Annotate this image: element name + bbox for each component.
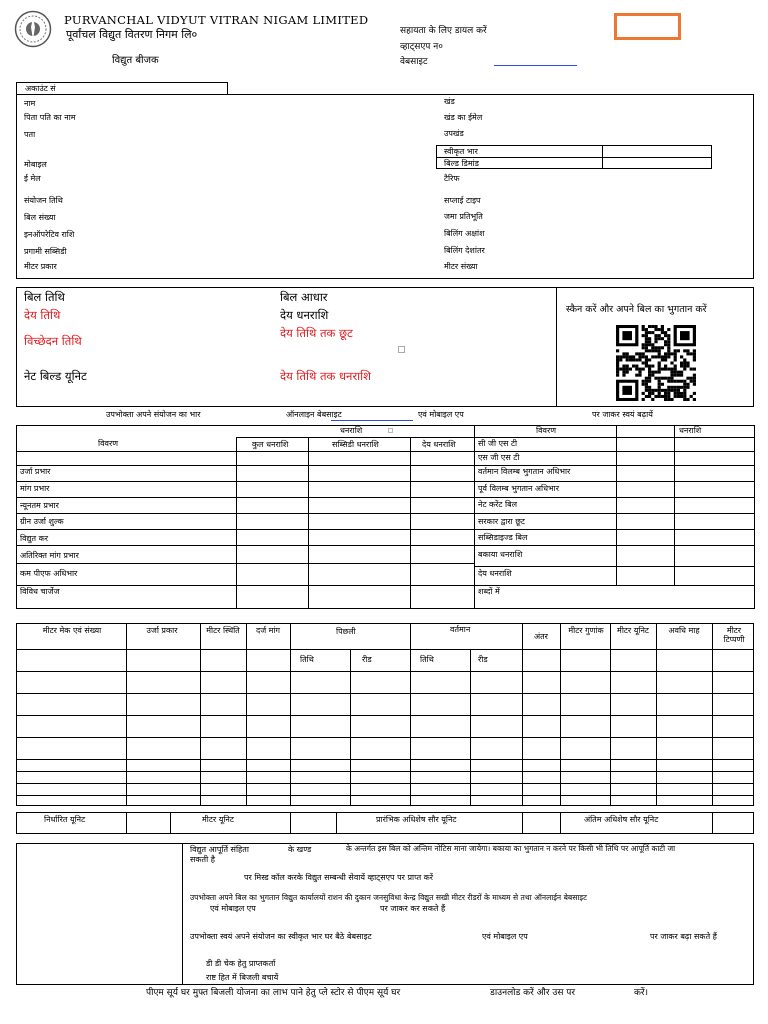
label-billed-demand: बिल्ड डिमांड xyxy=(444,159,479,168)
right-payable-amount: देय धनराशि xyxy=(478,569,512,578)
label-disconnection-date: विच्छेदन तिथि xyxy=(24,334,82,348)
load-line-app: एवं मोबाइल एप xyxy=(418,410,464,419)
load-line-part1: उपभोक्ता अपने संयोजन का भार xyxy=(106,410,201,419)
label-bill-basis: बिल आधार xyxy=(280,290,328,304)
label-inoperative-amount: इनऑपरेटिव राशि xyxy=(24,230,75,239)
label-tariff: टैरिफ xyxy=(444,174,460,183)
notice-load-app: एवं मोबाइल एप xyxy=(482,932,528,941)
right-net-current-bill: नेट करेंट बिल xyxy=(478,500,518,509)
charge-demand: मांग प्रभार xyxy=(20,484,50,493)
units-meter: मीटर यूनिट xyxy=(202,815,234,824)
label-father-husband: पिता पति का नाम xyxy=(24,113,76,122)
help-dial-label: सहायता के लिए डायल करें xyxy=(400,26,487,36)
charges-table xyxy=(16,425,755,609)
label-address: पता xyxy=(24,130,36,139)
notice-load-increase: उपभोक्ता स्वयं अपने संयोजन का स्वीकृत भार घर बैठे बेबसाइट xyxy=(190,932,372,941)
right-arrears: बकाया धनराशि xyxy=(478,550,523,559)
notice-supply-code: विद्युत आपूर्ति संहिता xyxy=(190,845,249,854)
checkbox-icon[interactable] xyxy=(398,346,405,353)
label-rebate-till-due: देय तिथि तक छूट xyxy=(280,326,353,340)
label-bill-date: बिल तिथि xyxy=(24,290,65,304)
notice-final-notice: के अन्तर्गत इस बिल को अन्तिम नोटिस माना जायेगा। बकाया का भुगतान न करने पर किसी भी तिथि पर आपूर्ति काटी जा xyxy=(346,844,676,853)
charge-minimum: न्यूनतम प्रभार xyxy=(20,501,59,510)
notice-box xyxy=(16,843,754,985)
website-label: वेबसाइट xyxy=(400,57,428,67)
charge-low-pf: कम पीएफ अधिभार xyxy=(20,569,78,578)
label-billing-longitude: बिलिंग देशांतर xyxy=(444,246,485,255)
meter-curr-read-label: रीड xyxy=(478,655,488,664)
label-security-deposit: जमा प्रतिभूति xyxy=(444,212,483,221)
charge-energy: उर्जा प्रभार xyxy=(20,467,51,476)
label-net-billed-units: नेट बिल्ड यूनिट xyxy=(24,369,87,383)
charges-details-header: विवरण xyxy=(98,439,119,448)
label-division: खंड xyxy=(444,97,455,106)
right-subsidized-bill: सब्सिडाइज्ड बिल xyxy=(478,533,528,542)
meter-header-remarks: मीटर टिप्पणी xyxy=(723,626,745,645)
notice-payment-app: एवं मोबाइल एप xyxy=(210,904,256,913)
right-cgst: सी जी एस टी xyxy=(478,439,518,448)
meter-header-recorded-demand: दर्ज मांग xyxy=(255,626,281,635)
notice-may-disconnect: सकती है xyxy=(190,855,215,864)
meter-prev-date-label: तिथि xyxy=(300,655,314,664)
charge-excess-demand: अतिरिक्त मांग प्रभार xyxy=(20,551,79,560)
units-assessed: निर्धारित यूनिट xyxy=(44,815,86,824)
label-bill-number: बिल संख्या xyxy=(24,213,56,222)
charges-total-header: कुल धनराशि xyxy=(252,440,289,449)
notice-payment-go: पर जाकर कर सकते हैं xyxy=(380,904,446,913)
meter-header-current: वर्तमान xyxy=(450,625,471,634)
payment-qr-code-icon[interactable] xyxy=(616,325,696,401)
notice-dd-cheque: डी डी चेक हेतु प्राप्तकर्ता xyxy=(206,959,276,968)
meter-header-previous: पिछली xyxy=(336,627,356,636)
charge-electricity-tax: विद्युत कर xyxy=(20,534,49,543)
charges-payable-header: देय धनराशि xyxy=(422,440,456,449)
label-due-date: देय तिथि xyxy=(24,308,61,322)
charges-subsidy-header: सब्सिडी धनराशि xyxy=(332,440,379,449)
units-final-surplus-solar: अंतिम अधिशेष सौर यूनिट xyxy=(584,815,659,824)
label-meter-number: मीटर संख्या xyxy=(444,262,478,271)
right-details-header: विवरण xyxy=(536,426,557,435)
small-square-icon xyxy=(388,428,393,433)
right-previous-late-surcharge: पूर्व विलम्ब भुगतान अधिभार xyxy=(478,484,560,493)
right-govt-rebate: सरकार द्वारा छूट xyxy=(478,517,525,526)
account-details-box xyxy=(16,94,754,279)
charge-green-energy: ग्रीन उर्जा शुल्क xyxy=(20,517,64,526)
online-website-link[interactable] xyxy=(331,420,413,421)
website-link-line[interactable] xyxy=(494,65,577,66)
right-sgst: एस जी एस टी xyxy=(478,453,520,462)
notice-save-electricity: राष्ट हित में बिजली बचायें xyxy=(206,973,279,982)
footer-download: डाउनलोड करें और उस पर xyxy=(490,988,576,998)
label-meter-type: मीटर प्रकार xyxy=(24,262,57,271)
label-email: ई मेल xyxy=(24,174,41,183)
meter-curr-date-label: तिथि xyxy=(420,655,434,664)
units-initial-surplus-solar: प्रारंभिक अधिशेष सौर यूनिट xyxy=(376,815,457,824)
notice-payment-channels: उपभोक्ता अपने बिल का भुगतान विद्युत कार्यालयों राशन की दुकान जनसुविधा केन्द्र विद्युत सखी मीटर रीडरों के माध्यम से तथा ऑनलाईन बेबसाइट xyxy=(190,893,587,902)
label-division-email: खंड का ईमेल xyxy=(444,113,483,122)
label-connection-date: संयोजन तिथि xyxy=(24,196,63,205)
label-billing-latitude: बिलिंग अक्षांश xyxy=(444,229,485,238)
account-number-label: अकाउंट सं xyxy=(25,84,56,93)
company-logo xyxy=(14,10,52,48)
meter-prev-read-label: रीड xyxy=(362,655,372,664)
notice-missed-call: पर मिस्ड कॉल करके विद्युत सम्बन्धी सेवायें व्हाट्सएप पर प्राप्त करें xyxy=(244,873,434,882)
company-name-hi: पूर्वांचल विद्युत वितरण निगम लि० xyxy=(66,28,198,41)
label-subdivision: उपखंड xyxy=(444,129,464,138)
notice-clause: के खण्ड xyxy=(288,845,312,854)
notice-load-go: पर जाकर बढ़ा सकते हैं xyxy=(650,932,717,941)
meter-header-units: मीटर यूनिट xyxy=(617,626,649,635)
load-line-website: ऑनलाइन बेबसाइट xyxy=(286,410,342,419)
label-mobile: मोबाइल xyxy=(24,160,47,169)
meter-header-multiplier: मीटर गुणांक xyxy=(568,626,604,635)
right-current-late-surcharge: वर्तमान विलम्ब भुगतान अधिभार xyxy=(478,467,571,476)
company-name-en: PURVANCHAL VIDYUT VITRAN NIGAM LIMITED xyxy=(64,13,369,27)
load-line-part4: पर जाकर स्वयं बढ़ायें xyxy=(592,410,653,419)
scan-pay-text: स्कैन करें और अपने बिल का भुगतान करें xyxy=(566,304,707,315)
accent-box xyxy=(614,13,681,40)
meter-header-status: मीटर स्थिति xyxy=(206,626,240,635)
label-progressive-subsidy: प्रगामी सब्सिडी xyxy=(24,247,67,256)
label-amount-till-due: देय तिथि तक धनराशि xyxy=(280,369,371,383)
label-supply-type: सप्लाई टाइप xyxy=(444,196,481,205)
charges-amount-header: धनराशि xyxy=(340,426,363,435)
meter-header-make: मीटर मेक एवं संख्या xyxy=(42,626,102,635)
whatsapp-label: व्हाट्सएप न० xyxy=(400,42,443,52)
label-name: नाम xyxy=(24,99,36,108)
bill-title: विद्युत बीजक xyxy=(112,55,159,66)
right-in-words: शब्दों में xyxy=(478,587,500,596)
meter-header-energy-type: उर्जा प्रकार xyxy=(146,626,178,635)
label-payable-amount: देय धनराशि xyxy=(280,308,329,322)
meter-header-difference: अंतर xyxy=(534,632,548,641)
right-amount-header: धनराशि xyxy=(679,426,702,435)
meter-header-period: अवधि माह xyxy=(668,626,700,635)
label-sanctioned-load: स्वीकृत भार xyxy=(444,147,478,156)
charge-misc: विविध चार्जेज xyxy=(20,587,60,596)
footer-do: करें। xyxy=(634,988,649,998)
footer-pm-surya-ghar: पीएम सूर्य घर मुफ्त बिजली योजना का लाभ पाने हेतु प्ले स्टोर से पीएम सूर्य घर xyxy=(146,988,401,998)
